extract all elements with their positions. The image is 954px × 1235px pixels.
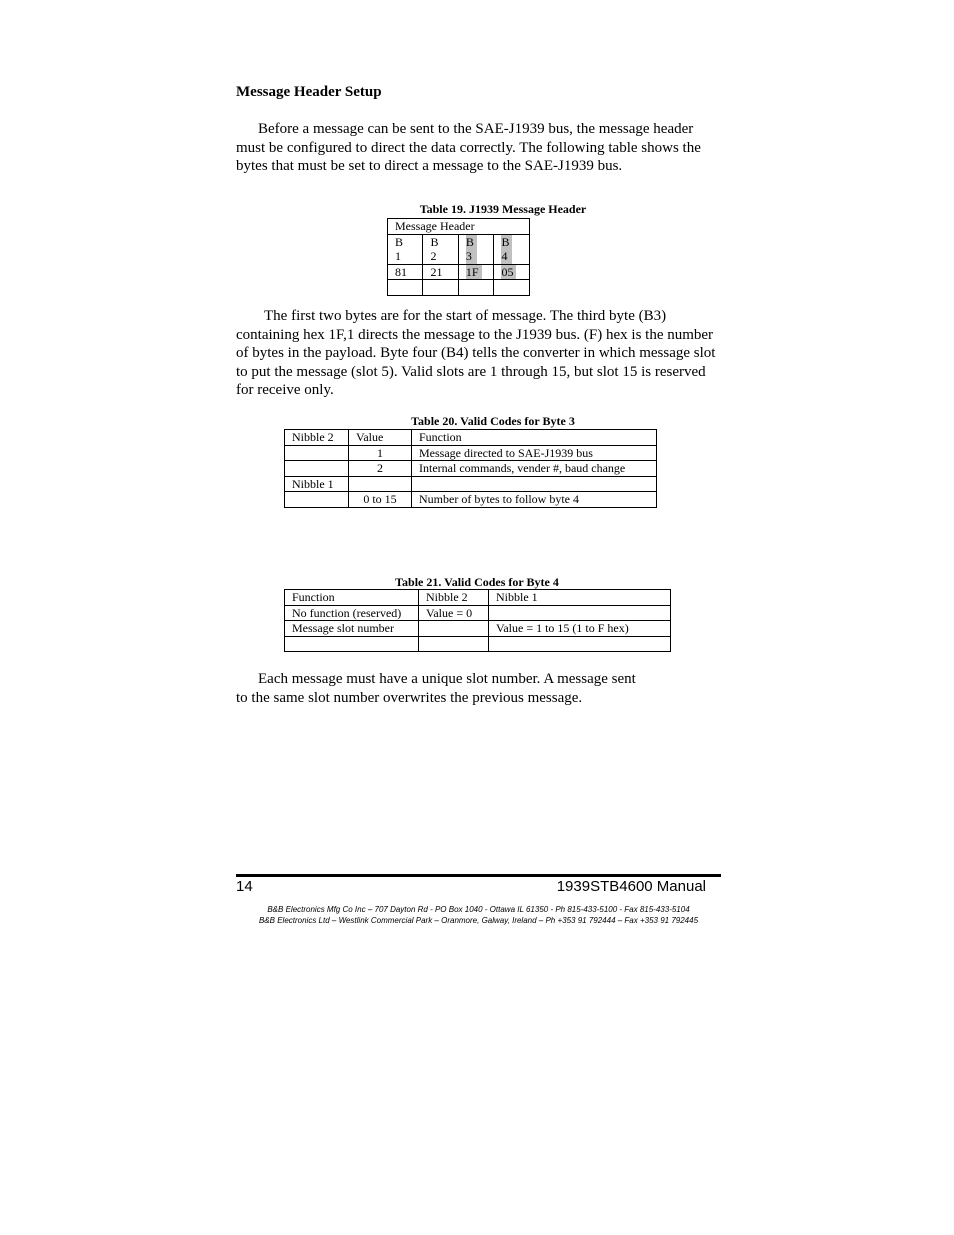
table-cell: Value = 1 to 15 (1 to F hex): [489, 621, 671, 637]
table-cell: Number of bytes to follow byte 4: [412, 492, 657, 508]
table-row: [285, 605, 671, 621]
section-heading: Message Header Setup: [236, 84, 382, 100]
table-row: [285, 445, 657, 461]
table20-caption: Table 20. Valid Codes for Byte 3: [411, 414, 575, 428]
address-ireland: B&B Electronics Ltd – Westlink Commercial Park – Oranmore, Galway, Ireland – Ph +353 91 792444 – Fax +353 91 792445: [258, 916, 699, 925]
table-cell: [489, 636, 671, 652]
table-cell: [419, 636, 489, 652]
table-row: [285, 590, 671, 606]
byte-value: 21: [430, 264, 443, 279]
slot-paragraph-line-1: Each message must have a unique slot number. A message sent: [258, 671, 636, 687]
table19-header: Message Header: [388, 219, 530, 235]
byte-label: B: [465, 234, 474, 249]
table-cell: Function: [285, 590, 419, 606]
table-cell: [489, 605, 671, 621]
table-cell: No function (reserved): [285, 605, 419, 621]
table-cell: 1: [349, 445, 412, 461]
table-cell: 0 to 15: [349, 492, 412, 508]
table-row: [388, 234, 530, 264]
table-row: [285, 430, 657, 446]
byte-number: 3: [465, 249, 472, 263]
table-cell: Internal commands, vender #, baud change: [412, 461, 657, 477]
table-cell: Function: [412, 430, 657, 446]
intro-paragraph: Before a message can be sent to the SAE-J1939 bus, the message header must be configured to direct the data correctly. The following table shows the bytes that must be set to direct a message to the SAE-J1939 bus.: [236, 121, 701, 174]
table-cell: [412, 476, 657, 492]
table20: [284, 429, 657, 508]
byte-label: B: [501, 234, 510, 249]
table-cell: Value = 0: [419, 605, 489, 621]
table-cell: 2: [349, 461, 412, 477]
table-cell: [285, 461, 349, 477]
byte-value: 81: [395, 264, 407, 279]
slot-paragraph: [236, 670, 722, 707]
table21-caption: Table 21. Valid Codes for Byte 4: [395, 575, 559, 589]
table-row: [285, 492, 657, 508]
table-row: [285, 621, 671, 637]
byte-number: 2: [430, 249, 437, 263]
table-cell: Message directed to SAE-J1939 bus: [412, 445, 657, 461]
table-cell: Message slot number: [285, 621, 419, 637]
byte-number: 1: [395, 249, 401, 263]
table19: [387, 218, 530, 296]
table-row: [285, 476, 657, 492]
table-cell: [419, 621, 489, 637]
explanation-paragraph: The first two bytes are for the start of message. The third byte (B3) containing hex 1F,1 directs the message to the J1939 bus. (F) hex is the number of bytes in the payload. Byte four (B4) tells the converter in which message slot to put the message (slot 5). Valid slots are 1 through 15, but slot 15 is reserved for receive only.: [236, 308, 716, 398]
byte-label: B: [395, 234, 404, 249]
table19-caption: Table 19. J1939 Message Header: [419, 202, 587, 216]
table-cell: Nibble 2: [285, 430, 349, 446]
table-cell: Value: [349, 430, 412, 446]
table-cell: [285, 636, 419, 652]
page-number: 14: [236, 878, 253, 895]
slot-paragraph-line-2: to the same slot number overwrites the previous message.: [236, 689, 583, 706]
table-row: [388, 280, 530, 296]
table-cell: Nibble 1: [489, 590, 671, 606]
manual-title: 1939STB4600 Manual: [556, 878, 706, 895]
table-row: [285, 461, 657, 477]
table-cell: [285, 492, 349, 508]
table21: [284, 589, 671, 652]
table-cell: Nibble 1: [285, 476, 349, 492]
address-us: B&B Electronics Mfg Co Inc – 707 Dayton Rd - PO Box 1040 - Ottawa IL 61350 - Ph 815-433-5100 - Fax 815-433-5104: [267, 905, 690, 914]
table-cell: [285, 445, 349, 461]
byte-value: 1F: [466, 265, 482, 280]
table-row: [388, 264, 530, 280]
byte-number: 4: [501, 249, 508, 263]
byte-value: 05: [501, 265, 516, 280]
table-cell: Nibble 2: [419, 590, 489, 606]
table-row: [285, 636, 671, 652]
footer-rule: [236, 874, 721, 877]
byte-label: B: [430, 234, 439, 249]
table-cell: [349, 476, 412, 492]
